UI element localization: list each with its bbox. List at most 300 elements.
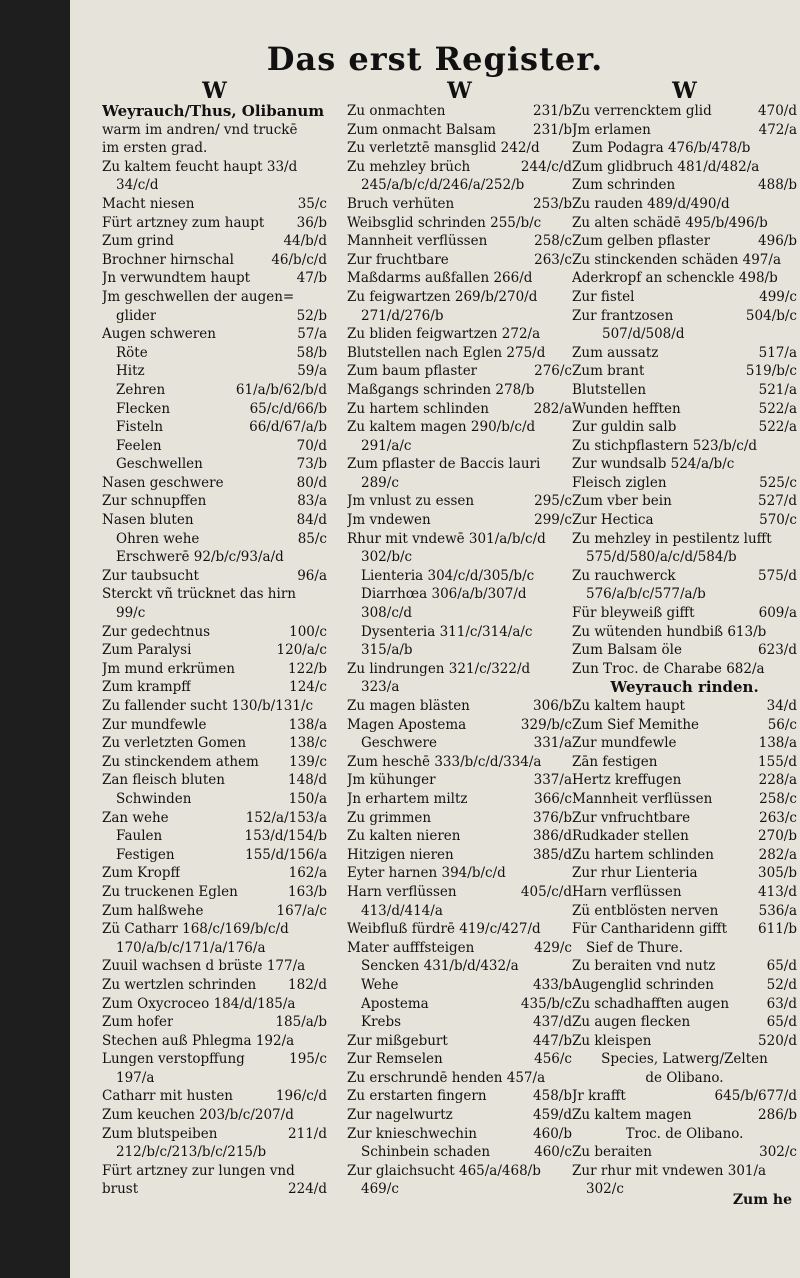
entry-term: 289/c <box>361 474 399 491</box>
register-entry <box>572 288 797 307</box>
register-entry <box>102 548 327 567</box>
entry-term: Zu stinckendem athem <box>102 753 259 770</box>
register-entry <box>572 623 797 642</box>
entry-term: Zu beraiten vnd nutz <box>572 958 716 975</box>
entry-page-ref: 58/b <box>296 344 327 361</box>
entry-term: Zum brant <box>572 363 645 380</box>
entry-page-ref: 34/d <box>766 698 797 714</box>
entry-term: Hitz <box>116 363 145 380</box>
register-entry <box>572 400 797 419</box>
entry-term: Schwinden <box>116 790 192 807</box>
entry-page-ref: 270/b <box>758 828 797 845</box>
entry-page-ref: 224/d <box>288 1181 327 1198</box>
register-entry <box>572 827 797 846</box>
register-entry <box>572 1125 797 1144</box>
entry-term: Wunden hefften <box>572 400 681 417</box>
register-entry <box>102 1125 327 1144</box>
register-entry <box>102 790 327 809</box>
entry-term: 308/c/d <box>361 605 413 622</box>
entry-page-ref: 83/a <box>297 493 327 510</box>
entry-term: Nasen bluten <box>102 512 194 529</box>
entry-term: Erschwerē 92/b/c/93/a/d <box>116 549 284 566</box>
register-entry <box>102 176 327 195</box>
entry-term: Zu wertzlen schrinden <box>102 976 257 993</box>
entry-page-ref: 85/c <box>297 530 327 547</box>
register-entry <box>102 288 327 307</box>
register-entry <box>102 1069 327 1088</box>
entry-term: Hertz kreffugen <box>572 772 682 789</box>
register-columns <box>102 78 797 1278</box>
entry-term: Zu stichpflastern 523/b/c/d <box>572 437 758 454</box>
entry-page-ref: 63/d <box>766 995 797 1012</box>
entry-term: de Olibano. <box>645 1069 724 1086</box>
entry-term: 302/b/c <box>361 549 413 566</box>
register-entry <box>572 567 797 586</box>
entry-page-ref: 155/d <box>758 753 797 770</box>
entry-page-ref: 433/b <box>533 976 572 993</box>
entry-term: Zu verletztē mansglid 242/d <box>347 140 540 157</box>
entry-page-ref: 65/d <box>766 1014 797 1031</box>
column-letter-heading: W <box>672 78 697 104</box>
entry-page-ref: 46/b/c/d <box>271 251 327 268</box>
entry-page-ref: 162/a <box>288 865 327 882</box>
entry-term: Fürt artzney zur lungen vnd <box>102 1162 295 1179</box>
entry-term: Diarrhœa 306/a/b/307/d <box>361 586 527 603</box>
entry-term: Zum grind <box>102 233 174 250</box>
entry-page-ref: 124/c <box>289 679 327 696</box>
register-entry <box>572 455 797 474</box>
register-entry <box>347 864 572 883</box>
entry-term: 197/a <box>116 1069 155 1086</box>
entry-term: Zur guldin salb <box>572 419 677 436</box>
entry-term: Weyrauch/Thus, Olibanum <box>102 102 325 120</box>
register-entry <box>102 604 327 623</box>
entry-term: Zum vber bein <box>572 493 672 510</box>
entry-term: Zu feigwartzen 269/b/270/d <box>347 288 538 305</box>
entry-page-ref: 36/b <box>296 214 327 231</box>
entry-term: Zum blutspeiben <box>102 1125 218 1142</box>
entry-page-ref: 405/c/d <box>520 883 572 900</box>
entry-page-ref: 522/a <box>758 419 797 436</box>
entry-term: Zu beraiten <box>572 1144 652 1161</box>
register-entry <box>572 121 797 140</box>
register-entry <box>572 771 797 790</box>
register-entry <box>102 492 327 511</box>
register-entry <box>347 214 572 233</box>
register-entry <box>347 1069 572 1088</box>
entry-term: Jm vnlust zu essen <box>347 493 475 510</box>
register-entry <box>102 251 327 270</box>
entry-page-ref: 52/b <box>296 307 327 324</box>
register-entry <box>347 362 572 381</box>
entry-page-ref: 139/c <box>289 753 327 770</box>
entry-term: warm im andren/ vnd truckē <box>102 121 298 138</box>
entry-term: Jm geschwellen der augen= <box>102 288 295 305</box>
entry-page-ref: 437/d <box>533 1014 572 1031</box>
entry-page-ref: 517/a <box>758 344 797 361</box>
register-entry <box>347 809 572 828</box>
register-entry <box>347 437 572 456</box>
entry-page-ref: 44/b/d <box>283 233 327 250</box>
entry-term: Macht niesen <box>102 195 195 212</box>
register-entry <box>347 121 572 140</box>
entry-page-ref: 152/a/153/a <box>245 809 327 826</box>
entry-page-ref: 520/d <box>758 1032 797 1049</box>
entry-term: im ersten grad. <box>102 140 208 157</box>
entry-term: Stechen auß Phlegma 192/a <box>102 1032 295 1049</box>
register-entry <box>347 1162 572 1181</box>
register-entry <box>572 195 797 214</box>
entry-term: Jm vndewen <box>347 512 431 529</box>
register-entry <box>347 957 572 976</box>
register-entry <box>347 1087 572 1106</box>
entry-term: Zu mehzley brüch <box>347 158 471 175</box>
register-entry <box>102 623 327 642</box>
entry-term: Zur frantzosen <box>572 307 674 324</box>
entry-page-ref: 66/d/67/a/b <box>249 419 327 436</box>
entry-page-ref: 570/c <box>759 512 797 529</box>
register-entry <box>572 418 797 437</box>
register-entry <box>572 585 797 604</box>
register-entry <box>347 455 572 474</box>
register-entry <box>572 1069 797 1088</box>
entry-page-ref: 472/a <box>758 121 797 138</box>
entry-page-ref: 299/c <box>534 512 572 529</box>
register-entry <box>572 660 797 679</box>
register-entry <box>572 251 797 270</box>
entry-term: Harn verflüssen <box>347 883 457 900</box>
entry-page-ref: 499/c <box>759 288 797 305</box>
entry-page-ref: 244/c/d <box>520 158 572 175</box>
entry-term: Zur mißgeburt <box>347 1032 448 1049</box>
entry-term: Zu lindrungen 321/c/322/d <box>347 660 531 677</box>
register-entry <box>572 920 797 939</box>
register-entry <box>572 474 797 493</box>
entry-page-ref: 138/a <box>758 735 797 752</box>
entry-page-ref: 195/c <box>289 1051 327 1068</box>
register-entry <box>572 846 797 865</box>
register-entry <box>347 232 572 251</box>
entry-term: Zum Kropff <box>102 865 181 882</box>
register-entry <box>572 176 797 195</box>
entry-page-ref: 470/d <box>758 103 797 119</box>
entry-page-ref: 575/d <box>758 567 797 584</box>
entry-term: 34/c/d <box>116 177 159 194</box>
entry-term: Zun Troc. de Charabe 682/a <box>572 660 765 677</box>
entry-term: Zum aussatz <box>572 344 659 361</box>
register-entry <box>347 530 572 549</box>
entry-term: Zu erstarten fingern <box>347 1088 487 1105</box>
entry-term: Zur rhur mit vndewen 301/a <box>572 1162 767 1179</box>
register-entry <box>347 1125 572 1144</box>
entry-term: Augen schweren <box>102 326 216 343</box>
entry-term: Zu mehzley in pestilentz lufft <box>572 530 772 547</box>
entry-page-ref: 282/a <box>758 846 797 863</box>
entry-page-ref: 153/d/154/b <box>244 828 327 845</box>
entry-page-ref: 84/d <box>296 512 327 529</box>
entry-term: Zu wütenden hundbiß 613/b <box>572 623 767 640</box>
entry-term: Zum Balsam öle <box>572 642 682 659</box>
register-entry <box>102 1162 327 1181</box>
entry-term: 291/a/c <box>361 437 412 454</box>
entry-term: Catharr mit husten <box>102 1088 234 1105</box>
entry-page-ref: 163/b <box>288 883 327 900</box>
entry-term: Zur nagelwurtz <box>347 1107 453 1124</box>
entry-term: Zu fallender sucht 130/b/131/c <box>102 698 314 714</box>
entry-term: Jn erhartem miltz <box>347 790 468 807</box>
entry-list <box>347 102 572 1199</box>
entry-page-ref: 385/d <box>533 846 572 863</box>
register-entry <box>102 585 327 604</box>
entry-page-ref: 120/a/c <box>276 642 327 659</box>
entry-page-ref: 386/d <box>533 828 572 845</box>
register-entry <box>102 809 327 828</box>
register-column-3 <box>572 80 797 1199</box>
entry-page-ref: 522/a <box>758 400 797 417</box>
register-entry <box>102 511 327 530</box>
entry-page-ref: 155/d/156/a <box>245 846 327 863</box>
register-entry <box>347 325 572 344</box>
entry-term: Zum Oxycroceo 184/d/185/a <box>102 995 296 1012</box>
entry-page-ref: 57/a <box>297 326 327 343</box>
entry-term: Ohren wehe <box>116 530 200 547</box>
register-entry <box>347 920 572 939</box>
register-entry <box>102 678 327 697</box>
entry-term: glider <box>116 307 157 324</box>
entry-term: Geschwellen <box>116 456 203 473</box>
register-entry <box>102 232 327 251</box>
register-entry <box>347 400 572 419</box>
entry-term: Jr krafft <box>572 1088 626 1105</box>
entry-term: Zur glaichsucht 465/a/468/b <box>347 1162 541 1179</box>
register-entry <box>347 939 572 958</box>
register-entry <box>572 864 797 883</box>
register-entry <box>572 753 797 772</box>
register-entry <box>347 288 572 307</box>
entry-term: Zuuil wachsen d brüste 177/a <box>102 958 306 975</box>
entry-term: Zum heschē 333/b/c/d/334/a <box>347 753 542 770</box>
entry-page-ref: 302/c <box>759 1144 797 1161</box>
entry-term: 99/c <box>116 605 146 622</box>
register-entry <box>347 195 572 214</box>
entry-term: Hitzigen nieren <box>347 846 454 863</box>
entry-page-ref: 182/d <box>288 976 327 993</box>
register-entry <box>347 418 572 437</box>
entry-term: Zur fruchtbare <box>347 251 449 268</box>
register-entry <box>347 176 572 195</box>
entry-page-ref: 211/d <box>288 1125 327 1142</box>
entry-page-ref: 496/b <box>758 233 797 250</box>
register-entry <box>102 567 327 586</box>
page-title: Das erst Register. <box>266 40 604 78</box>
register-entry <box>102 102 327 121</box>
register-entry <box>102 771 327 790</box>
entry-page-ref: 527/d <box>758 493 797 510</box>
entry-term: Eyter harnen 394/b/c/d <box>347 865 506 882</box>
entry-term: Lungen verstopffung <box>102 1051 245 1068</box>
entry-term: Lienteria 304/c/d/305/b/c <box>361 567 535 584</box>
entry-term: Zum hofer <box>102 1014 174 1031</box>
entry-page-ref: 609/a <box>758 605 797 622</box>
register-entry <box>347 1050 572 1069</box>
register-entry <box>572 1013 797 1032</box>
register-entry <box>347 734 572 753</box>
entry-term: Zur rhur Lienteria <box>572 865 698 882</box>
entry-term: Zur Remselen <box>347 1051 443 1068</box>
entry-list <box>102 102 327 1199</box>
entry-term: Festigen <box>116 846 175 863</box>
entry-page-ref: 519/b/c <box>745 363 797 380</box>
entry-page-ref: 263/c <box>534 251 572 268</box>
register-entry <box>102 400 327 419</box>
entry-term: Zum glidbruch 481/d/482/a <box>572 158 760 175</box>
register-entry <box>572 492 797 511</box>
register-entry <box>572 530 797 549</box>
entry-term: 302/c <box>586 1181 624 1198</box>
entry-term: Zu grimmen <box>347 809 432 826</box>
entry-term: Zan fleisch bluten <box>102 772 225 789</box>
register-entry <box>572 1143 797 1162</box>
register-entry <box>102 474 327 493</box>
entry-term: Sief de Thure. <box>586 939 683 956</box>
entry-term: Zur mundfewle <box>572 735 677 752</box>
entry-page-ref: 80/d <box>296 474 327 491</box>
entry-page-ref: 525/c <box>759 474 797 491</box>
register-entry <box>102 307 327 326</box>
entry-term: Zur gedechtnus <box>102 623 211 640</box>
catchword: Zum he <box>732 1192 792 1208</box>
register-entry <box>572 641 797 660</box>
entry-term: Schinbein schaden <box>361 1144 491 1161</box>
entry-term: Zum baum pflaster <box>347 363 478 380</box>
register-entry <box>102 381 327 400</box>
register-entry <box>102 530 327 549</box>
entry-term: 212/b/c/213/b/c/215/b <box>116 1144 267 1161</box>
entry-page-ref: 536/a <box>758 902 797 919</box>
entry-page-ref: 329/b/c <box>520 716 572 733</box>
entry-term: Zur knieschwechin <box>347 1125 477 1142</box>
entry-term: 271/d/276/b <box>361 307 444 324</box>
register-entry <box>347 548 572 567</box>
register-entry <box>572 1106 797 1125</box>
entry-page-ref: 413/d <box>758 883 797 900</box>
entry-term: Zum halßwehe <box>102 902 204 919</box>
register-entry <box>572 809 797 828</box>
register-entry <box>102 1143 327 1162</box>
entry-term: Zu kalten nieren <box>347 828 461 845</box>
column-letter-heading: W <box>202 78 227 104</box>
register-entry <box>572 548 797 567</box>
register-entry <box>102 641 327 660</box>
entry-term: Mannheit verflüssen <box>347 233 488 250</box>
entry-page-ref: 148/d <box>288 772 327 789</box>
register-entry <box>102 1180 327 1199</box>
entry-term: Zu schadhafften augen <box>572 995 730 1012</box>
register-entry <box>102 716 327 735</box>
register-entry <box>347 1106 572 1125</box>
entry-term: Weibfluß fürdrē 419/c/427/d <box>347 921 541 938</box>
entry-term: Zur vnfruchtbare <box>572 809 691 826</box>
entry-term: Geschwere <box>361 735 437 752</box>
register-entry <box>572 325 797 344</box>
register-entry <box>572 1162 797 1181</box>
register-entry <box>347 678 572 697</box>
entry-term: Mannheit verflüssen <box>572 790 713 807</box>
entry-term: Maßgangs schrinden 278/b <box>347 381 535 398</box>
register-entry <box>572 734 797 753</box>
entry-page-ref: 645/b/677/d <box>714 1088 797 1105</box>
register-entry <box>347 1143 572 1162</box>
entry-term: Zu alten schädē 495/b/496/b <box>572 214 768 231</box>
register-entry <box>102 864 327 883</box>
register-entry <box>347 771 572 790</box>
register-entry <box>102 827 327 846</box>
entry-page-ref: 73/b <box>296 456 327 473</box>
entry-page-ref: 460/c <box>534 1144 572 1161</box>
register-entry <box>572 902 797 921</box>
register-entry <box>572 214 797 233</box>
register-entry <box>102 158 327 177</box>
entry-term: Zur Hectica <box>572 512 654 529</box>
entry-page-ref: 258/c <box>759 790 797 807</box>
entry-page-ref: 228/a <box>758 772 797 789</box>
register-entry <box>572 976 797 995</box>
entry-page-ref: 623/d <box>758 642 797 659</box>
entry-term: Zu bliden feigwartzen 272/a <box>347 326 541 343</box>
entry-term: Zu verrencktem glid <box>572 103 712 119</box>
entry-page-ref: 282/a <box>533 400 572 417</box>
entry-term: Zu rauden 489/d/490/d <box>572 195 730 212</box>
register-entry <box>102 418 327 437</box>
entry-term: Zu kleispen <box>572 1032 652 1049</box>
register-entry <box>347 585 572 604</box>
entry-page-ref: 100/c <box>289 623 327 640</box>
entry-term: Zum Paralysi <box>102 642 192 659</box>
register-entry <box>347 307 572 326</box>
entry-term: Zum onmacht Balsam <box>347 121 496 138</box>
entry-page-ref: 376/b <box>533 809 572 826</box>
entry-term: Zu truckenen Eglen <box>102 883 238 900</box>
entry-term: Fisteln <box>116 419 164 436</box>
entry-term: Weyrauch rinden. <box>610 678 759 697</box>
register-entry <box>572 511 797 530</box>
register-entry <box>347 158 572 177</box>
entry-term: 469/c <box>361 1181 399 1198</box>
entry-page-ref: 488/b <box>758 177 797 194</box>
column-letter-heading: W <box>447 78 472 104</box>
register-entry <box>572 883 797 902</box>
register-entry <box>572 790 797 809</box>
entry-term: Zu kaltem haupt <box>572 698 685 714</box>
entry-term: Sencken 431/b/d/432/a <box>361 958 519 975</box>
entry-page-ref: 429/c <box>534 939 572 956</box>
register-entry <box>102 1050 327 1069</box>
entry-term: Zan wehe <box>102 809 169 826</box>
entry-page-ref: 295/c <box>534 493 572 510</box>
entry-term: brust <box>102 1181 139 1198</box>
entry-term: Zu kaltem magen <box>572 1107 692 1124</box>
register-entry <box>102 437 327 456</box>
entry-term: Rudkader stellen <box>572 828 689 845</box>
entry-term: Jn verwundtem haupt <box>102 270 251 287</box>
entry-term: Augenglid schrinden <box>572 976 714 993</box>
register-entry <box>572 344 797 363</box>
entry-page-ref: 435/b/c <box>520 995 572 1012</box>
entry-term: Zu erschrundē henden 457/a <box>347 1069 546 1086</box>
register-entry <box>102 325 327 344</box>
entry-term: Zur schnupffen <box>102 493 207 510</box>
register-entry <box>102 362 327 381</box>
